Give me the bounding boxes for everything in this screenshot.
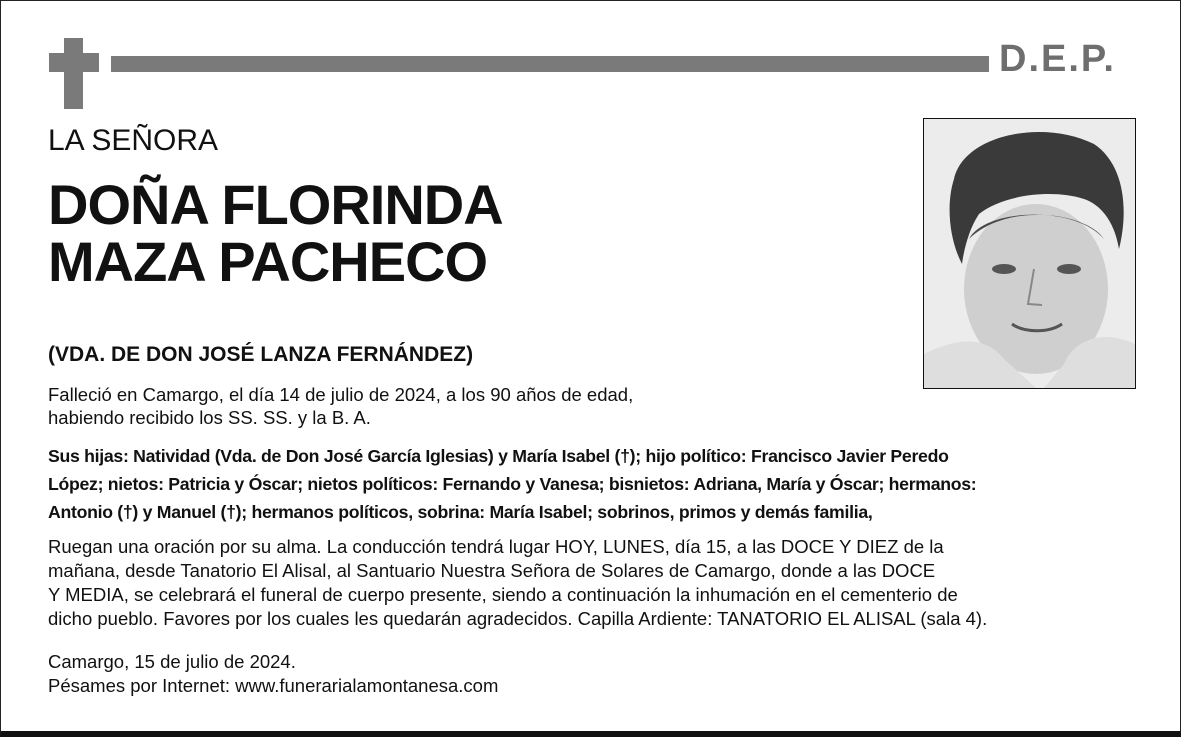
deceased-name-line1: DOÑA FLORINDA: [48, 173, 503, 236]
ceremony-line: mañana, desde Tanatorio El Alisal, al Santuario Nuestra Señora de Solares de Camargo, donde a las DOCE: [48, 560, 936, 581]
ceremony-line: dicho pueblo. Favores por los cuales les quedarán agradecidos. Capilla Ardiente: TANATORIO EL ALISAL (sala 4).: [48, 608, 988, 629]
family-line: López; nietos: Patricia y Óscar; nietos políticos: Fernando y Vanesa; bisnietos: Adriana, María y Óscar; hermanos:: [48, 474, 977, 494]
death-notice-line: habiendo recibido los SS. SS. y la B. A.: [48, 407, 371, 428]
intro-label: LA SEÑORA: [48, 124, 219, 157]
header-rule: [111, 56, 989, 72]
death-notice-line: Falleció en Camargo, el día 14 de julio de 2024, a los 90 años de edad,: [48, 384, 634, 405]
family-line: Antonio (†) y Manuel (†); hermanos políticos, sobrina: María Isabel; sobrinos, primos y demás familia,: [48, 502, 873, 522]
ceremony-line: Y MEDIA, se celebrará el funeral de cuerpo presente, siendo a continuación la inhumación en el cementerio de: [48, 584, 958, 605]
family-line: Sus hijas: Natividad (Vda. de Don José García Iglesias) y María Isabel (†); hijo político: Francisco Javier Peredo: [48, 446, 949, 466]
closing-line: Camargo, 15 de julio de 2024.: [48, 651, 296, 672]
ceremony-line: Ruegan una oración por su alma. La conducción tendrá lugar HOY, LUNES, día 15, a las DOCE Y DIEZ de la: [48, 536, 944, 557]
closing-line: Pésames por Internet: www.funerarialamontanesa.com: [48, 675, 499, 696]
widow-of: (VDA. DE DON JOSÉ LANZA FERNÁNDEZ): [48, 343, 474, 366]
dep-label: D.E.P.: [999, 38, 1116, 80]
deceased-name-line2: MAZA PACHECO: [48, 230, 488, 293]
portrait-photo: [923, 118, 1136, 389]
